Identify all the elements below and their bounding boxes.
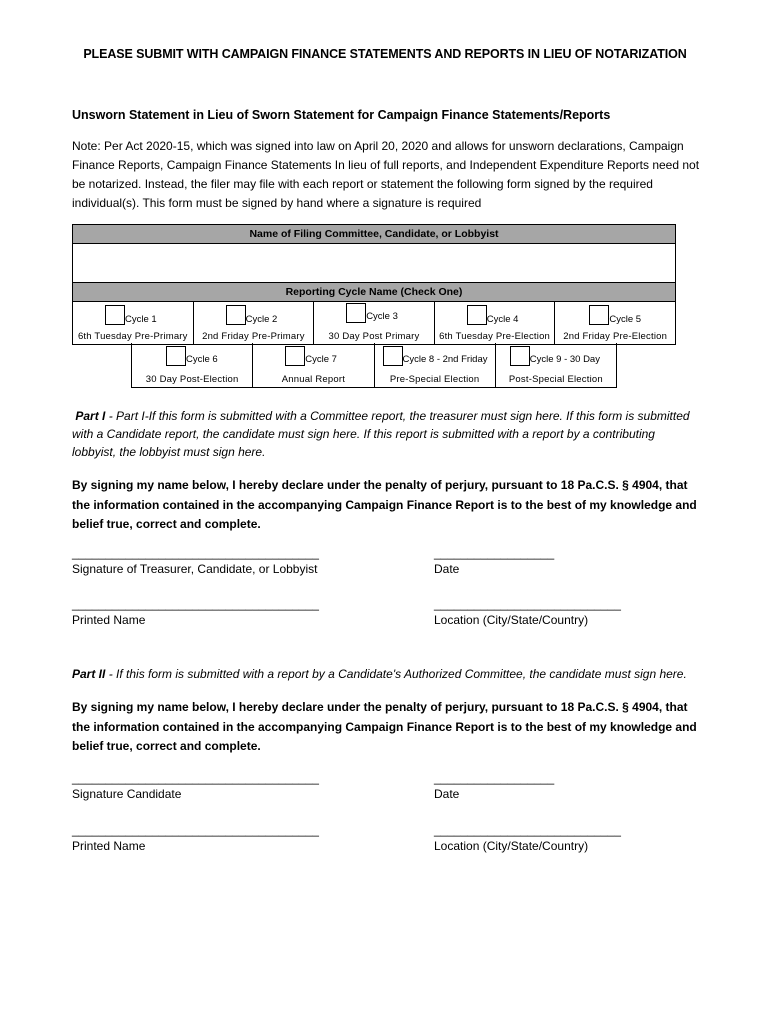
cycle-2-desc: 2nd Friday Pre-Primary — [202, 331, 305, 342]
cycle-6-checkbox[interactable] — [166, 346, 186, 366]
cycle-row-2 — [131, 343, 617, 388]
cycle-8-desc: Pre-Special Election — [389, 374, 480, 385]
cycle-2-cell — [194, 302, 315, 344]
part2-signature-label: Signature Candidate — [72, 787, 182, 801]
cycle-8-cell — [375, 343, 496, 387]
cycle-5-checkbox[interactable] — [589, 305, 609, 325]
cycle-4-checkbox[interactable] — [467, 305, 487, 325]
cycle-2-label: Cycle 2 — [245, 314, 278, 325]
cycle-1-desc: 6th Tuesday Pre-Primary — [77, 331, 188, 342]
cycle-8-checkbox[interactable] — [383, 346, 403, 366]
part1-location-label: Location (City/State/Country) — [434, 613, 589, 627]
part2-lead: Part II — [72, 667, 106, 681]
cycle-3-checkbox[interactable] — [346, 303, 366, 323]
part2-location-label: Location (City/State/Country) — [434, 839, 589, 853]
part2-instructions — [72, 665, 702, 683]
cycle-9-cell — [496, 343, 616, 387]
part2-date-label: Date — [434, 787, 460, 801]
part2-date-line[interactable]: __________________ — [434, 771, 555, 785]
cycle-9-desc: Post-Special Election — [508, 374, 603, 385]
filing-table — [72, 224, 676, 345]
cycle-5-label: Cycle 5 — [609, 314, 642, 325]
cycle-7-checkbox[interactable] — [285, 346, 305, 366]
part1-signature-line[interactable]: _____________________________________ — [72, 546, 319, 560]
part1-name-label: Printed Name — [72, 613, 146, 627]
filing-header: Name of Filing Committee, Candidate, or Lobbyist — [73, 225, 675, 244]
cycle-4-desc: 6th Tuesday Pre-Election — [439, 331, 551, 342]
cycle-6-cell — [132, 343, 253, 387]
cycle-1-cell — [73, 302, 194, 344]
cycle-4-cell — [435, 302, 556, 344]
note-paragraph: Note: Per Act 2020-15, which was signed into law on April 20, 2020 and allows for unsworn declarations, Campaign Finance Reports, Campaign Finance Statements In lieu of full reports, and Independent Expenditure Reports need not be notarized. Instead, the filer may file with each report or statement the following form signed by the required individual(s). This form must be signed by hand where a signature is required — [72, 139, 700, 210]
cycle-6-desc: 30 Day Post-Election — [145, 374, 239, 385]
part1-signature-label: Signature of Treasurer, Candidate, or Lobbyist — [72, 562, 318, 576]
form-title: Unsworn Statement in Lieu of Sworn Statement for Campaign Finance Statements/Reports — [72, 108, 611, 122]
part2-declaration: By signing my name below, I hereby declare under the penalty of perjury, pursuant to 18 Pa.C.S. § 4904, that the information contained in the accompanying Campaign Finance Report is to the best of my knowledge and belief true, correct and complete. — [72, 700, 697, 753]
cycle-9-label: Cycle 9 - 30 Day — [529, 354, 600, 365]
part1-declaration: By signing my name below, I hereby declare under the penalty of perjury, pursuant to 18 Pa.C.S. § 4904, that the information contained in the accompanying Campaign Finance Report is to the best of my knowledge and belief true, correct and complete. — [72, 478, 697, 531]
cycle-7-label: Cycle 7 — [305, 354, 337, 365]
page-header: PLEASE SUBMIT WITH CAMPAIGN FINANCE STATEMENTS AND REPORTS IN LIEU OF NOTARIZATION — [83, 47, 687, 61]
cycle-5-cell — [555, 302, 675, 344]
cycle-row-1 — [73, 302, 675, 344]
part1-text: - Part I-If this form is submitted with a Committee report, the treasurer must sign here. If this form is submitted with a Candidate report, the candidate must sign here. If this report is submitted with a report by a contributing lobbyist, the lobbyist must sign here. — [72, 409, 690, 459]
cycle-3-cell — [314, 302, 435, 344]
part1-lead: Part I — [75, 409, 106, 423]
cycle-header: Reporting Cycle Name (Check One) — [73, 283, 675, 302]
filing-name-field[interactable] — [73, 244, 675, 283]
cycle-7-desc: Annual Report — [281, 374, 346, 385]
part1-date-line[interactable]: __________________ — [434, 546, 555, 560]
part1-location-line[interactable]: ____________________________ — [434, 597, 621, 611]
cycle-9-checkbox[interactable] — [510, 346, 530, 366]
cycle-1-label: Cycle 1 — [125, 314, 157, 325]
cycle-2-checkbox[interactable] — [226, 305, 246, 325]
part2-location-line[interactable]: ____________________________ — [434, 823, 621, 837]
cycle-6-label: Cycle 6 — [186, 354, 218, 365]
part2-text: - If this form is submitted with a report by a Candidate's Authorized Committee, the candidate must sign here. — [105, 667, 687, 681]
part1-instructions — [72, 407, 697, 461]
cycle-3-label: Cycle 3 — [366, 311, 398, 322]
part1-date-label: Date — [434, 562, 460, 576]
cycle-8-label: Cycle 8 - 2nd Friday — [402, 354, 488, 365]
cycle-1-checkbox[interactable] — [105, 305, 125, 325]
cycle-3-desc: 30 Day Post Primary — [328, 331, 420, 342]
part2-signature-line[interactable]: _____________________________________ — [72, 771, 319, 785]
part1-name-line[interactable]: _____________________________________ — [72, 597, 319, 611]
part2-name-label: Printed Name — [72, 839, 146, 853]
cycle-4-label: Cycle 4 — [486, 314, 519, 325]
part2-name-line[interactable]: _____________________________________ — [72, 823, 319, 837]
cycle-7-cell — [253, 343, 374, 387]
cycle-5-desc: 2nd Friday Pre-Election — [563, 331, 668, 342]
